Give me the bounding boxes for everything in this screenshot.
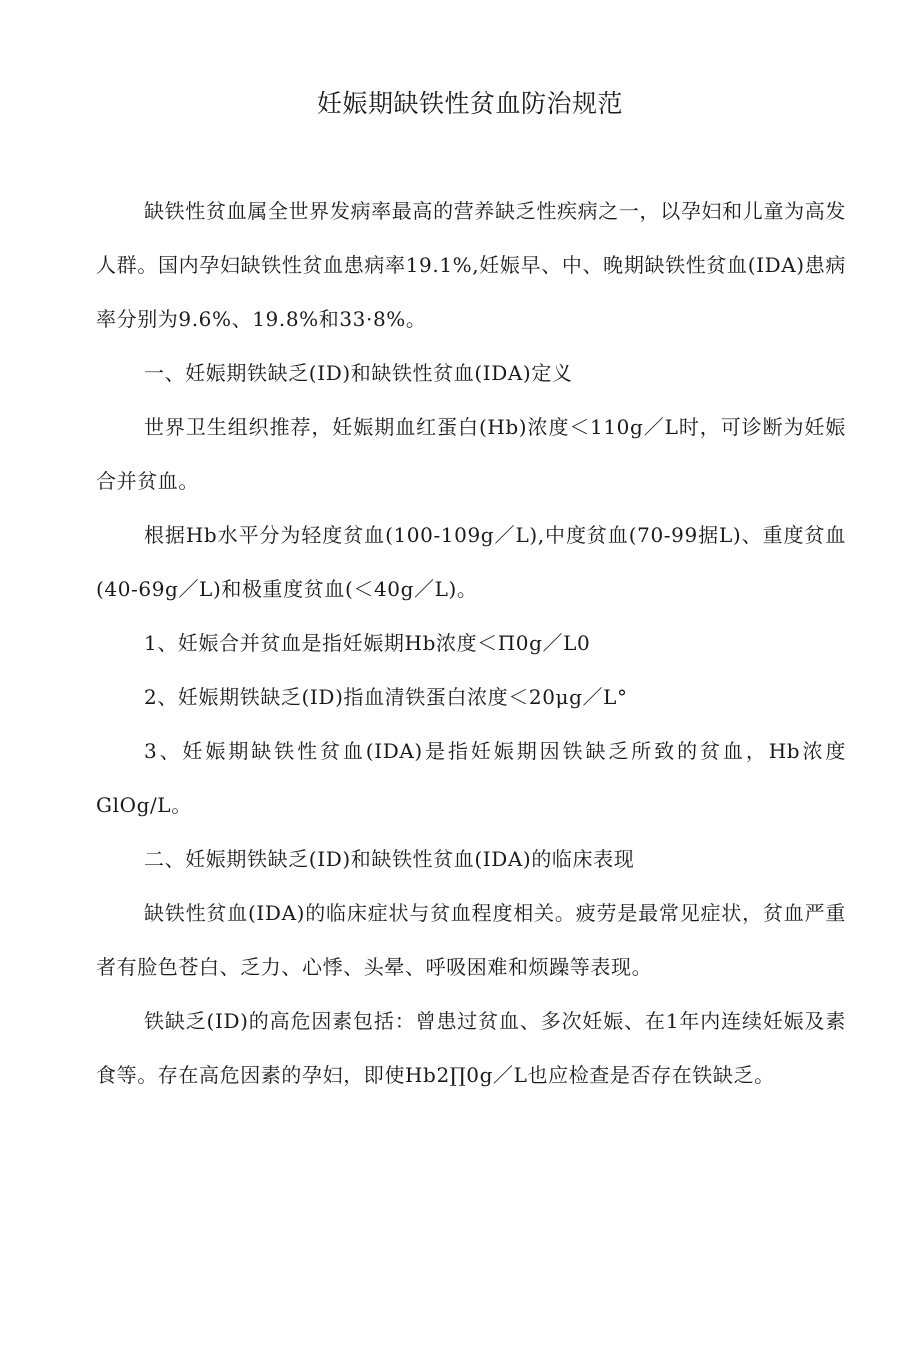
paragraph-symptoms: 缺铁性贫血(IDA)的临床症状与贫血程度相关。疲劳是最常见症状，贫血严重者有脸色苍白、乏力、心悸、头晕、呼吸困难和烦躁等表现。 [96,901,846,979]
list-item-3: 3、妊娠期缺铁性贫血(IDA)是指妊娠期因铁缺乏所致的贫血，Hb浓度GlOg/L。 [96,739,846,817]
paragraph-anemia-grades: 根据Hb水平分为轻度贫血(100-109g／L),中度贫血(70-99据L)、重度贫血(40-69g／L)和极重度贫血(＜40g／L)。 [96,523,846,601]
paragraph-risk-factors: 铁缺乏(ID)的高危因素包括：曾患过贫血、多次妊娠、在1年内连续妊娠及素食等。存在高危因素的孕妇，即使Hb2∏0g／L也应检查是否存在铁缺乏。 [96,1009,846,1087]
list-item-1: 1、妊娠合并贫血是指妊娠期Hb浓度＜Π0g／L0 [144,631,591,655]
section-heading-clinical: 二、妊娠期铁缺乏(ID)和缺铁性贫血(IDA)的临床表现 [144,847,635,871]
paragraph-who-recommendation: 世界卫生组织推荐，妊娠期血红蛋白(Hb)浓度＜110g／L时，可诊断为妊娠合并贫血。 [96,415,846,493]
document-title: 妊娠期缺铁性贫血防治规范 [316,89,623,118]
paragraph-intro: 缺铁性贫血属全世界发病率最高的营养缺乏性疾病之一，以孕妇和儿童为高发人群。国内孕妇缺铁性贫血患病率19.1%,妊娠早、中、晚期缺铁性贫血(IDA)患病率分别为9.6%、19.8%和33·8%。 [96,199,846,331]
document-body [96,184,846,1102]
list-item-2: 2、妊娠期铁缺乏(ID)指血清铁蛋白浓度＜20μg／L° [144,685,628,709]
section-heading-definition: 一、妊娠期铁缺乏(ID)和缺铁性贫血(IDA)定义 [144,361,573,385]
